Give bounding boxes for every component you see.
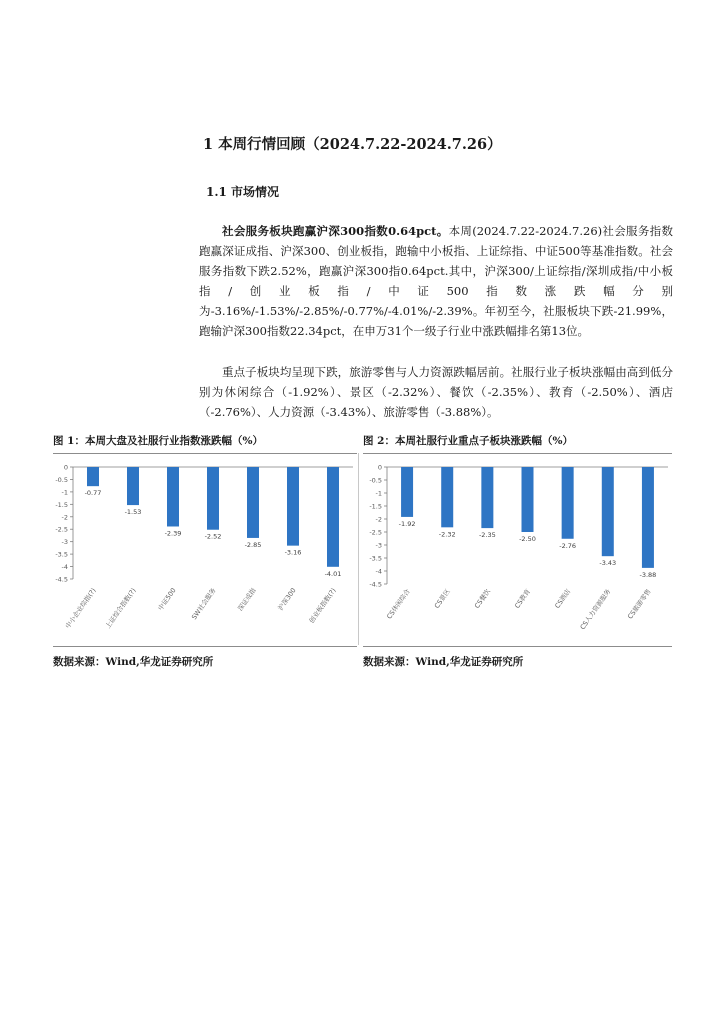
data-label: -3.16 bbox=[284, 548, 302, 557]
y-tick-label: -1 bbox=[61, 488, 68, 497]
figure-1-source: 数据来源：Wind,华龙证券研究所 bbox=[53, 656, 214, 668]
figure-1-chart bbox=[53, 455, 357, 645]
category-label: CS人力资源服务 bbox=[578, 587, 613, 632]
bar bbox=[247, 467, 259, 538]
category-label: CS教育 bbox=[513, 587, 533, 610]
paragraph-body: 本周(2024.7.22-2024.7.26)社会服务指数跑赢深证成指、沪深300、创业板指，跑输中小板指、上证综指、中证500等基准指数。社会服务指数下跌2.52%，跑赢沪深300指0.64pct.其中，沪深300/上证综指/深圳成指/中小板指/创业板指/中证500指数涨跌幅分别为-3.16%/-1.53%/-2.85%/-0.77%/-4.01%/-2.39%。年初至今，社服板块下跌-21.99%，跑输沪深300指数22.34pct，在申万31个一级子行业中涨跌幅排名第13位。 bbox=[199, 224, 673, 338]
figure-divider bbox=[358, 453, 359, 645]
category-label: 沪深300 bbox=[276, 586, 298, 612]
figure-1-bottom-rule bbox=[53, 646, 357, 647]
category-label: 深证成指 bbox=[236, 586, 258, 613]
category-label: CS餐饮 bbox=[473, 587, 492, 610]
category-label: 中证500 bbox=[156, 586, 178, 612]
y-tick-label: -3.5 bbox=[55, 550, 68, 559]
bar bbox=[127, 467, 139, 505]
figure-2-title: 图 2：本周社服行业重点子板块涨跌幅（%） bbox=[363, 435, 573, 447]
y-tick-label: 0 bbox=[63, 463, 68, 472]
data-label: -2.50 bbox=[519, 535, 536, 543]
category-label: SW社会服务 bbox=[190, 586, 218, 622]
y-tick-label: -4 bbox=[61, 563, 68, 572]
y-tick-label: -0.5 bbox=[369, 476, 382, 485]
data-label: -2.39 bbox=[164, 529, 182, 538]
bar bbox=[642, 467, 654, 568]
y-tick-label: -1.5 bbox=[369, 502, 382, 511]
data-label: -3.88 bbox=[639, 570, 657, 579]
y-tick-label: -3.5 bbox=[369, 554, 382, 563]
y-tick-label: -2.5 bbox=[55, 525, 68, 534]
y-tick-label: -1 bbox=[375, 489, 382, 498]
figure-1-top-rule bbox=[53, 453, 357, 454]
category-label: CS旅游零售 bbox=[626, 587, 653, 621]
data-label: -2.32 bbox=[438, 530, 456, 539]
category-label: CS休闲综合 bbox=[385, 587, 412, 621]
data-label: -2.35 bbox=[478, 531, 496, 540]
category-label: 中小企业综指(?) bbox=[63, 586, 98, 631]
y-tick-label: -3 bbox=[375, 541, 382, 550]
bar bbox=[602, 467, 614, 556]
figure-2-chart bbox=[363, 455, 672, 645]
bar bbox=[562, 467, 574, 539]
figure-2-top-rule bbox=[363, 453, 672, 454]
y-tick-label: -2.5 bbox=[369, 528, 382, 537]
y-tick-label: -2 bbox=[375, 515, 382, 524]
y-tick-label: -1.5 bbox=[55, 500, 68, 509]
data-label: -2.52 bbox=[204, 532, 222, 541]
data-label: -2.76 bbox=[559, 541, 577, 550]
category-label: CS景区 bbox=[432, 587, 452, 610]
bar bbox=[167, 467, 179, 526]
category-label: 创业板指数(?) bbox=[307, 586, 338, 625]
y-tick-label: -0.5 bbox=[55, 475, 68, 484]
data-label: -1.53 bbox=[124, 508, 142, 517]
bar bbox=[287, 467, 299, 546]
bar bbox=[87, 467, 99, 486]
figure-2-source: 数据来源：Wind,华龙证券研究所 bbox=[363, 656, 524, 668]
category-label: CS酒店 bbox=[553, 587, 573, 610]
y-tick-label: -4.5 bbox=[369, 580, 382, 589]
category-label: 上证综合指数(?) bbox=[103, 586, 138, 631]
figure-2-bottom-rule bbox=[363, 646, 672, 647]
subsection-heading: 1.1 市场情况 bbox=[206, 185, 280, 199]
bar bbox=[207, 467, 219, 530]
y-tick-label: -4 bbox=[375, 567, 382, 576]
y-tick-label: -4.5 bbox=[55, 575, 68, 584]
paragraph-subsector-summary: 重点子板块均呈现下跌，旅游零售与人力资源跌幅居前。社服行业子板块涨幅由高到低分别为休闲综合（-1.92%）、景区（-2.32%）、餐饮（-2.35%）、教育（-2.50%）、酒店（-2.76%）、人力资源（-3.43%）、旅游零售（-3.88%）。 bbox=[199, 365, 673, 419]
data-label: -2.85 bbox=[244, 540, 262, 549]
bar bbox=[441, 467, 453, 527]
bar bbox=[481, 467, 493, 528]
bar bbox=[327, 467, 339, 567]
section-heading: 1 本周行情回顾（2024.7.22-2024.7.26） bbox=[203, 136, 502, 153]
y-tick-label: 0 bbox=[377, 463, 382, 472]
bar bbox=[401, 467, 413, 517]
figure-1-title: 图 1：本周大盘及社服行业指数涨跌幅（%） bbox=[53, 435, 263, 447]
data-label: -1.92 bbox=[398, 519, 416, 528]
data-label: -3.43 bbox=[599, 559, 617, 568]
data-label: -0.77 bbox=[84, 489, 102, 498]
y-tick-label: -2 bbox=[61, 513, 68, 522]
paragraph-market-summary bbox=[199, 221, 673, 341]
data-label: -4.01 bbox=[324, 569, 342, 578]
y-tick-label: -3 bbox=[61, 538, 68, 547]
paragraph-lead-bold: 社会服务板块跑赢沪深300指数0.64pct。 bbox=[222, 224, 449, 238]
bar bbox=[522, 467, 534, 532]
